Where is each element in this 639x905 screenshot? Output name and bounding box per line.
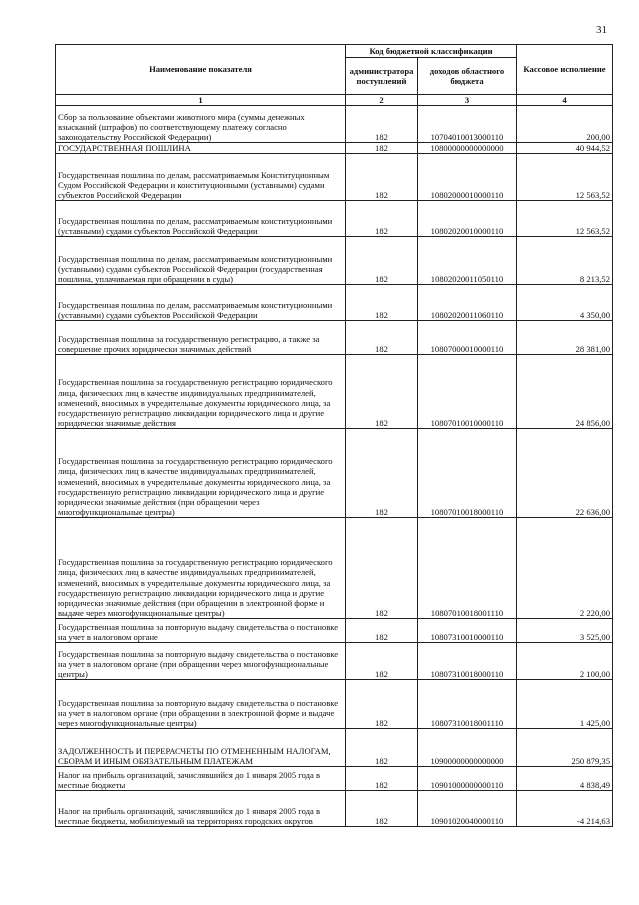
row-name: Государственная пошлина по делам, рассматриваемым конституционными (уставными) судами субъектов Российской Федерации [56,201,346,237]
row-amount: 12 563,52 [517,154,613,201]
table-row [56,518,613,619]
header-admin: администратора поступлений [346,58,418,95]
table-row [56,429,613,518]
row-amount: 22 636,00 [517,429,613,518]
row-name: ЗАДОЛЖЕННОСТЬ И ПЕРЕРАСЧЕТЫ ПО ОТМЕНЕННЫМ НАЛОГАМ, СБОРАМ И ИНЫМ ОБЯЗАТЕЛЬНЫМ ПЛАТЕЖАМ [56,729,346,767]
row-name: Государственная пошлина за повторную выдачу свидетельства о постановке на учет в налоговом органе (при обращении через многофункциональные центры) [56,643,346,680]
row-name: Налог на прибыль организаций, зачислявшийся до 1 января 2005 года в местные бюджеты, мобилизуемый на территориях городских округов [56,791,346,827]
row-name: Государственная пошлина за государственную регистрацию, а также за совершение прочих юридически значимых действий [56,321,346,355]
row-amount: 200,00 [517,106,613,143]
row-amount: 3 525,00 [517,619,613,643]
row-name: Государственная пошлина за государственную регистрацию юридического лица, физических лиц в качестве индивидуальных предпринимателей, изменений, вносимых в учредительные документы юридического лица, за государственную регистрацию ликвидации юридического лица и другие юридически значимые действия [56,355,346,429]
table-row [56,154,613,201]
row-income-code: 10800000000000000 [418,143,517,154]
table-row [56,237,613,285]
row-amount: 2 100,00 [517,643,613,680]
row-name: Сбор за пользование объектами животного мира (суммы денежных взысканий (штрафов) по соответствующему платежу согласно законодательству Российской Федерации) [56,106,346,143]
header-name: Наименование показателя [56,45,346,95]
row-income-code: 10807010018000110 [418,429,517,518]
row-income-code: 10900000000000000 [418,729,517,767]
row-amount: 4 350,00 [517,285,613,321]
row-name: Государственная пошлина за повторную выдачу свидетельства о постановке на учет в налоговом органе (при обращении в электронной форме и выдаче через многофункциональные центры) [56,680,346,729]
row-income-code: 10807310010000110 [418,619,517,643]
row-amount: 1 425,00 [517,680,613,729]
row-admin-code: 182 [346,643,418,680]
row-amount: 2 220,00 [517,518,613,619]
row-admin-code: 182 [346,143,418,154]
table-row [56,201,613,237]
row-admin-code: 182 [346,518,418,619]
row-admin-code: 182 [346,355,418,429]
column-number: 2 [346,95,418,106]
table-row [56,643,613,680]
row-admin-code: 182 [346,237,418,285]
row-admin-code: 182 [346,729,418,767]
table-row [56,767,613,791]
row-income-code: 10807010010000110 [418,355,517,429]
table-row [56,321,613,355]
row-income-code: 10802000010000110 [418,154,517,201]
column-number: 3 [418,95,517,106]
row-admin-code: 182 [346,791,418,827]
row-amount: 250 879,35 [517,729,613,767]
row-admin-code: 182 [346,285,418,321]
row-name: Государственная пошлина по делам, рассматриваемым конституционными (уставными) судами субъектов Российской Федерации [56,285,346,321]
row-income-code: 10802020011050110 [418,237,517,285]
page-number: 31 [596,24,607,36]
table-row [56,355,613,429]
row-admin-code: 182 [346,680,418,729]
row-name: Государственная пошлина за государственную регистрацию юридического лица, физических лиц в качестве индивидуальных предпринимателей, изменений, вносимых в учредительные документы юридического лица, за государственную регистрацию ликвидации юридического лица и другие юридически значимые действия (при обращении в электронной форме и выдаче через многофункциональные центры) [56,518,346,619]
row-admin-code: 182 [346,106,418,143]
row-amount: -4 214,63 [517,791,613,827]
row-admin-code: 182 [346,321,418,355]
row-name: Государственная пошлина по делам, рассматриваемым конституционными (уставными) судами субъектов Российской Федерации (государственная пошлина, уплачиваемая при обращении в суды) [56,237,346,285]
row-income-code: 10807010018001110 [418,518,517,619]
row-admin-code: 182 [346,429,418,518]
column-number: 4 [517,95,613,106]
table-row [56,106,613,143]
row-amount: 24 856,00 [517,355,613,429]
budget-table [55,44,613,827]
column-number: 1 [56,95,346,106]
table-row [56,791,613,827]
row-amount: 4 838,49 [517,767,613,791]
row-admin-code: 182 [346,767,418,791]
row-amount: 12 563,52 [517,201,613,237]
row-name: Государственная пошлина за повторную выдачу свидетельства о постановке на учет в налоговом органе [56,619,346,643]
table-row [56,285,613,321]
row-admin-code: 182 [346,201,418,237]
row-amount: 8 213,52 [517,237,613,285]
row-name: Налог на прибыль организаций, зачислявшийся до 1 января 2005 года в местные бюджеты [56,767,346,791]
header-amount: Кассовое исполнение [517,45,613,95]
row-income-code: 10704010013000110 [418,106,517,143]
row-income-code: 10807310018001110 [418,680,517,729]
column-numbers-row [56,95,613,106]
table-row [56,680,613,729]
table-header [56,45,613,106]
row-income-code: 10901000000000110 [418,767,517,791]
row-income-code: 10807000010000110 [418,321,517,355]
row-name: Государственная пошлина по делам, рассматриваемым Конституционным Судом Российской Федерации и конституционными (уставными) судами субъектов Российской Федерации [56,154,346,201]
table-body [56,106,613,827]
header-income: доходов областного бюджета [418,58,517,95]
row-name: ГОСУДАРСТВЕННАЯ ПОШЛИНА [56,143,346,154]
header-group: Код бюджетной классификации [346,45,517,58]
table-row [56,729,613,767]
row-amount: 40 944,52 [517,143,613,154]
row-amount: 28 381,00 [517,321,613,355]
table-row [56,619,613,643]
row-admin-code: 182 [346,619,418,643]
row-income-code: 10807310018000110 [418,643,517,680]
table-row [56,143,613,154]
row-name: Государственная пошлина за государственную регистрацию юридического лица, физических лиц в качестве индивидуальных предпринимателей, изменений, вносимых в учредительные документы юридического лица, за государственную регистрацию ликвидации юридического лица и другие юридически значимые действия (при обращении через многофункциональные центры) [56,429,346,518]
row-income-code: 10802020010000110 [418,201,517,237]
row-income-code: 10901020040000110 [418,791,517,827]
row-admin-code: 182 [346,154,418,201]
row-income-code: 10802020011060110 [418,285,517,321]
